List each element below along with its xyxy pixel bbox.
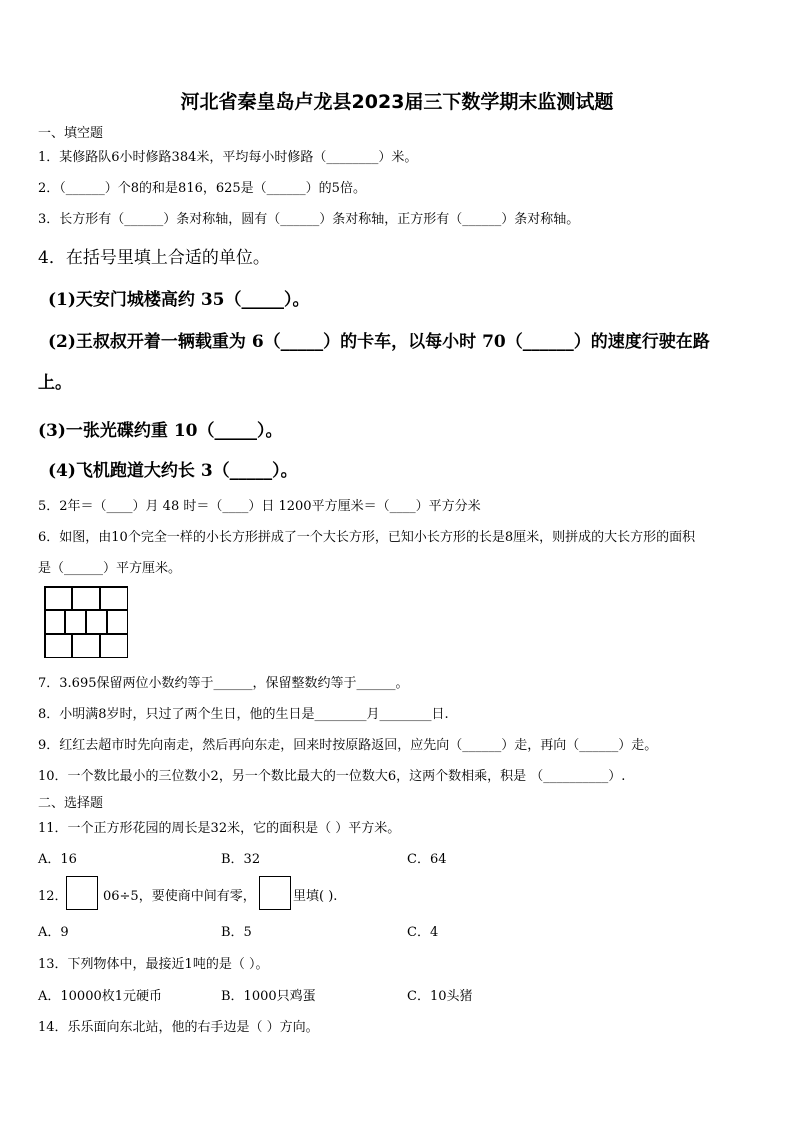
rectangle-tiling-figure: [44, 586, 128, 658]
q12-option-b: B．5: [221, 925, 252, 940]
question-11: 11．一个正方形花园的周长是32米，它的面积是（ ）平方米。: [38, 821, 401, 836]
question-4-2-cont: 上。: [38, 373, 72, 393]
question-12-text: 06÷5，要使商中间有零，: [103, 889, 256, 904]
question-6: 6．如图，由10个完全一样的小长方形拼成了一个大长方形，已知小长方形的长是8厘米，则拼成的大长方形的面积: [38, 530, 696, 545]
q11-option-a: A．16: [38, 852, 77, 867]
question-5: 5．2年＝（____）月 48 时＝（____）日 1200平方厘米＝（____）平方分米: [38, 499, 481, 514]
question-3: 3．长方形有（______）条对称轴，圆有（______）条对称轴，正方形有（______）条对称轴。: [38, 212, 580, 227]
q12-option-a: A．9: [38, 925, 69, 940]
question-9: 9．红红去超市时先向南走，然后再向东走，回来时按原路返回，应先向（______）走，再向（______）走。: [38, 738, 658, 753]
q13-option-c: C．10头猪: [407, 989, 473, 1004]
question-1: 1．某修路队6小时修路384米，平均每小时修路（________）米。: [38, 150, 418, 165]
section-choice-heading: 二、选择题: [38, 796, 104, 811]
question-6-cont: 是（______）平方厘米。: [38, 561, 182, 576]
question-4-2: (2)王叔叔开着一辆载重为 6（_____）的卡车，以每小时 70（______）的速度行驶在路: [48, 332, 710, 352]
question-7: 7．3.695保留两位小数约等于______，保留整数约等于______。: [38, 676, 409, 691]
question-12-suffix: 里填( ).: [293, 889, 338, 904]
question-12-number: 12．: [38, 889, 68, 904]
question-8: 8．小明满8岁时，只过了两个生日，他的生日是________月________日.: [38, 707, 449, 722]
question-13: 13．下列物体中，最接近1吨的是（ ）。: [38, 957, 269, 972]
page-title: 河北省秦皇岛卢龙县2023届三下数学期末监测试题: [180, 91, 614, 113]
question-4-1: (1)天安门城楼高约 35（_____）。: [48, 290, 310, 310]
question-4-4: (4)飞机跑道大约长 3（_____）。: [48, 461, 298, 481]
q12-answer-box: [259, 876, 291, 910]
question-4: 4．在括号里填上合适的单位。: [38, 248, 270, 268]
q11-option-c: C．64: [407, 852, 447, 867]
question-4-3: (3)一张光碟约重 10（_____）。: [38, 421, 283, 441]
q13-option-a: A．10000枚1元硬币: [38, 989, 163, 1004]
q13-option-b: B．1000只鸡蛋: [221, 989, 316, 1004]
question-14: 14．乐乐面向东北站，他的右手边是（ ）方向。: [38, 1020, 319, 1035]
q12-option-c: C．4: [407, 925, 439, 940]
question-10: 10．一个数比最小的三位数小2，另一个数比最大的一位数大6，这两个数相乘，积是 （__________）.: [38, 769, 626, 784]
q11-option-b: B．32: [221, 852, 261, 867]
section-fill-heading: 一、填空题: [38, 126, 104, 141]
question-2: 2．（______）个8的和是816，625是（______）的5倍。: [38, 181, 366, 196]
q12-blank-box: [66, 876, 98, 910]
